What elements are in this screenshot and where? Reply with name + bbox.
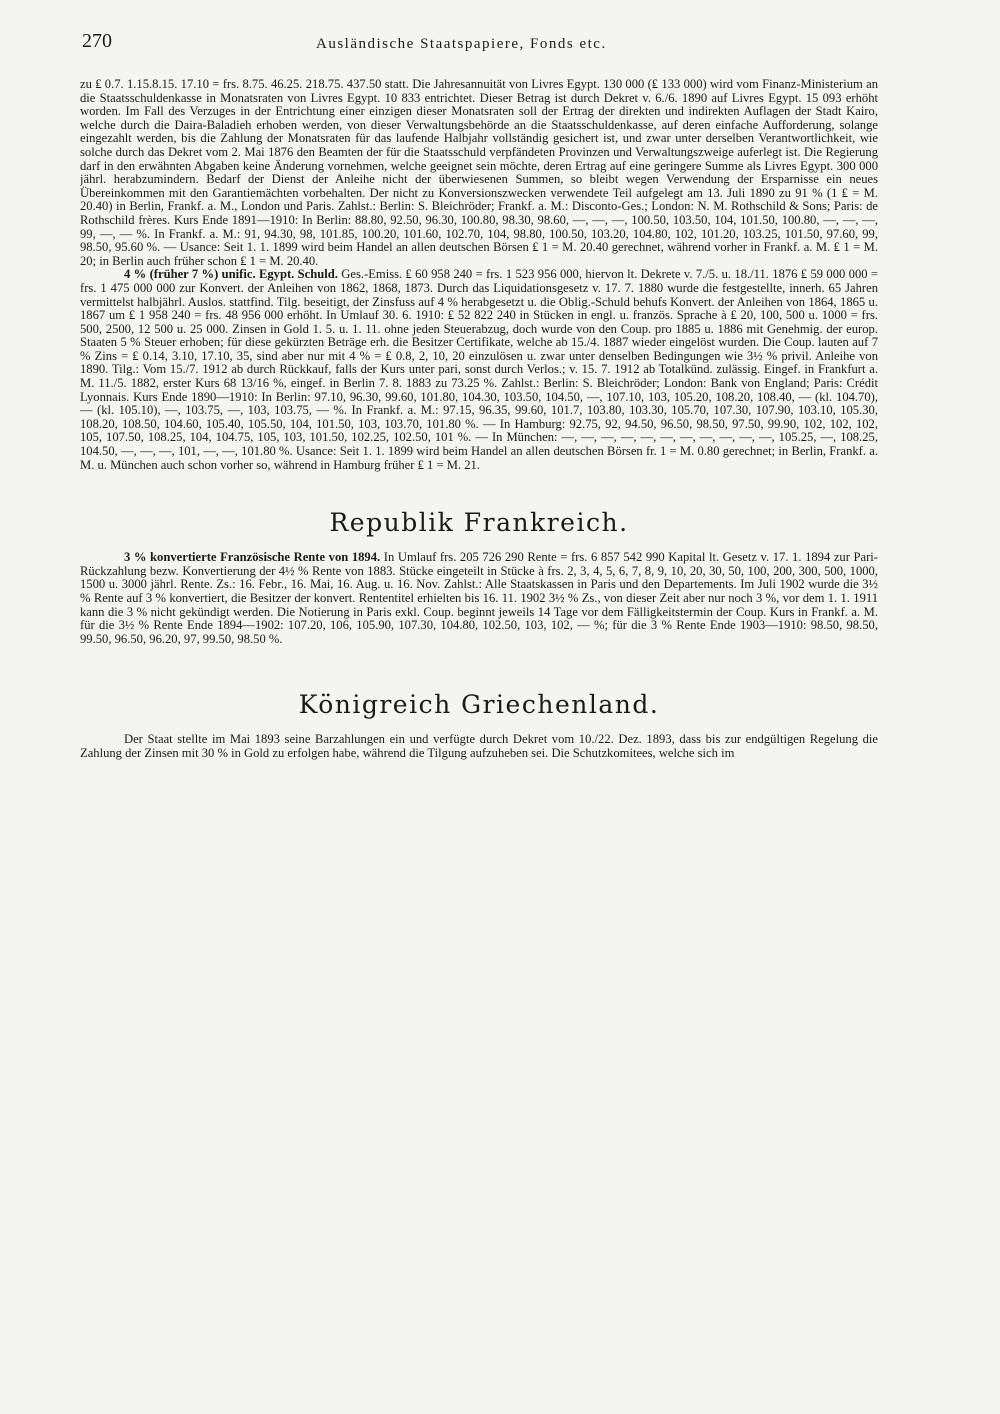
greece-paragraph: Der Staat stellte im Mai 1893 seine Barzahlungen ein und verfügte durch Dekret vom 10./22. Dez. 1893, dass bis zur endgültigen Regelung die Zahlung der Zinsen mit 30 % in Gold zu erfolgen habe, während die Tilgung aufzuheben sei. Die Schutzkomitees, welche sich im bbox=[80, 732, 878, 760]
egypt-paragraph-1: zu ₤ 0.7. 1.15.8.15. 17.10 = frs. 8.75. 46.25. 218.75. 437.50 statt. Die Jahresannuität von Livres Egypt. 130 000 (₤ 133 000) wird vom Finanz-Ministerium an die Staatsschuldenkasse in Monatsraten von Livres Egypt. 10 833 entrichtet. Dieser Betrag ist durch Dekret v. 6./6. 1890 auf Livres Egypt. 15 093 erhöht worden. Im Fall des Verzuges in der Entrichtung einer einzigen dieser Monatsraten soll der Ertrag der direkten und indirekten Auflagen der Stadt Kairo, welche durch die Daira-Baladieh erhoben werden, von dieser Verwaltungsbehörde an die Staatsschuldenkasse, auf deren einfache Aufforderung, solange eingezahlt werden, bis die Zahlung der Monatsraten für das laufende Halbjahr vollständig gesichert ist, und zwar unter derselben Verantwortlichkeit, wie solche durch das Dekret vom 2. Mai 1876 den Beamten der für die Staatsschuld verpfändeten Provinzen und Verwaltungszweige auferlegt ist. Die Regierung darf in den erwähnten Abgaben keine Änderung vornehmen, welche geeignet sein möchte, deren Ertrag auf eine geringere Summe als Livres Egypt. 300 000 jährl. herabzumindern. Bedarf der Dienst der Anleihe nicht der überwiesenen Summen, so bleibt wegen Verwendung der Ersparnisse ein neues Übereinkommen mit den Garantiemächten vorbehalten. Der nicht zu Konversionszwecken verwendete Teil aufgelegt am 13. Juli 1890 zu 91 % (1 ₤ = M. 20.40) in Berlin, Frankf. a. M., London und Paris. Zahlst.: Berlin: S. Bleichröder; Frankf. a. M.: Disconto-Ges.; London: N. M. Rothschild & Sons; Paris: de Rothschild frères. Kurs Ende 1891—1910: In Berlin: 88.80, 92.50, 96.30, 100.80, 98.30, 98.60, —, —, —, 100.50, 103.50, 104, 101.50, 100.80, —, —, —, 99, —, — %. In Frankf. a. M.: 91, 94.30, 98, 101.85, 100.20, 101.60, 102.70, 104, 98.80, 100.50, 103.20, 104.80, 102, 101.20, 103.25, 101.50, 97.60, 99, 98.50, 95.60 %. — Usance: Seit 1. 1. 1899 wird beim Handel an allen deutschen Börsen ₤ 1 = M. 20.40 gerechnet, während vorher in Frankf. a. M. ₤ 1 = M. 20; in Berlin auch früher schon ₤ 1 = M. 20.40. bbox=[80, 78, 878, 268]
egypt-paragraph-2 bbox=[80, 268, 878, 472]
egypt-loan-text: Ges.-Emiss. ₤ 60 958 240 = frs. 1 523 956 000, hiervon lt. Dekrete v. 7./5. u. 18./11. 1876 ₤ 59 000 000 = frs. 1 475 000 000 zur Konvert. der Anleihen von 1862, 1868, 1873. Durch das Liquidationsgesetz v. 17. 7. 1880 wurde die festgestellte, innerh. 65 Jahren vermittelst halbjährl. Auslos. stattfind. Tilg. beseitigt, der Zinsfuss auf 4 % herabgesetzt u. die Oblig.-Schuld behufs Konvert. der Anleihen von 1864, 1865 u. 1867 um ₤ 1 958 240 = frs. 48 956 000 erhöht. In Umlauf 30. 6. 1910: ₤ 52 822 240 in Stücken in engl. u. französ. Sprache à ₤ 20, 100, 500 u. 1000 = frs. 500, 2500, 12 500 u. 25 000. Zinsen in Gold 1. 5. u. 1. 11. ohne jeden Steuerabzug, doch wurde von den Coup. pro 1885 u. 1886 mit Genehmig. der europ. Staaten 5 % Steuer erhoben; für diese gekürzten Beträge erh. die Besitzer Certifikate, welche ab 15./4. 1887 wieder eingelöst wurden. Die Coup. lauten auf 7 % Zins = ₤ 0.14, 3.10, 17.10, 35, sind aber nur mit 4 % = ₤ 0.8, 2, 10, 20 einzulösen u. zwar unter denselben Bedingungen wie 3½ % privil. Anleihe von 1890. Tilg.: Vom 15./7. 1912 ab durch Rückkauf, falls der Kurs unter pari, sonst durch Verlos.; v. 15. 7. 1912 ab Totalkünd. zulässig. Eingef. in Frankfurt a. M. 11./5. 1882, erster Kurs 68 13/16 %, eingef. in Berlin 7. 8. 1883 zu 73.25 %. Zahlst.: Berlin: S. Bleichröder; London: Bank von England; Paris: Crédit Lyonnais. Kurs Ende 1890—1910: In Berlin: 97.10, 96.30, 99.60, 101.80, 104.30, 103.50, 104.50, —, 107.10, 103, 105.20, 108.20, 108.40, — (kl. 104.70), — (kl. 105.10), —, 103.75, —, 103, 103.75, — %. In Frankf. a. M.: 97.15, 96.35, 99.60, 101.7, 103.80, 103.30, 105.70, 107.30, 107.90, 103.10, 105.30, 108.20, 108.50, 104.60, 105.40, 105.50, 104, 101.50, 103, 103.70, 101.80 %. — In Hamburg: 92.75, 92, 94.50, 96.50, 98.50, 97.50, 99.90, 102, 102, 102, 105, 107.50, 108.25, 104, 104.75, 105, 103, 101.50, 102.25, 102.50, 101 %. — In München: —, —, —, —, —, —, —, —, —, —, —, 105.25, —, 108.25, 104.50, —, —, —, 101, —, —, 101.80 %. Usance: Seit 1. 1. 1899 wird beim Handel an allen deutschen Börsen fr. 1 = M. 0.80 gerechnet; in Berlin, Frankf. a. M. u. München auch schon vorher so, während in Hamburg früher ₤ 1 = M. 21. bbox=[80, 267, 878, 472]
section-title-france: Republik Frankreich. bbox=[329, 508, 629, 538]
section-title-greece: Königreich Griechenland. bbox=[298, 690, 660, 720]
egypt-loan-heading: 4 % (früher 7 %) unific. Egypt. Schuld. bbox=[124, 267, 338, 282]
france-rente-text: In Umlauf frs. 205 726 290 Rente = frs. 6 857 542 990 Kapital lt. Gesetz v. 17. 1. 1894 zur Pari-Rückzahlung bezw. Konvertierung der 4½ % Rente von 1883. Stücke eingeteilt in Stücke à frs. 2, 3, 4, 5, 6, 7, 8, 9, 10, 20, 30, 50, 100, 200, 300, 500, 1000, 1500 u. 3000 jährl. Rente. Zs.: 16. Febr., 16. Mai, 16. Aug. u. 16. Nov. Zahlst.: Alle Staatskassen in Paris und den Departements. Im Juli 1902 wurde die 3½ % Rente auf 3 % konvertiert, die Besitzer der konvert. Rententitel erhielten bis 16. 11. 1902 3½ % Zs., von dieser Zeit aber nur noch 3 %, vor dem 1. 1. 1911 kann die 3 % nicht gekündigt werden. Die Notierung in Paris exkl. Coup. beginnt jeweils 14 Tage vor dem Fälligkeitstermin der Coup. Kurs in Frankf. a. M. für die 3½ % Rente Ende 1894—1902: 107.20, 106, 105.90, 107.30, 104.80, 102.50, 103, 102, — %; für die 3 % Rente Ende 1903—1910: 98.50, 98.50, 99.50, 96.50, 96.20, 97, 99.50, 98.50 %. bbox=[80, 550, 878, 646]
running-title: Ausländische Staatspapiere, Fonds etc. bbox=[316, 36, 607, 52]
france-rente-heading: 3 % konvertierte Französische Rente von 1894. bbox=[124, 550, 381, 565]
france-paragraph bbox=[80, 551, 878, 646]
main-column bbox=[80, 78, 878, 761]
page-number: 270 bbox=[82, 30, 112, 52]
